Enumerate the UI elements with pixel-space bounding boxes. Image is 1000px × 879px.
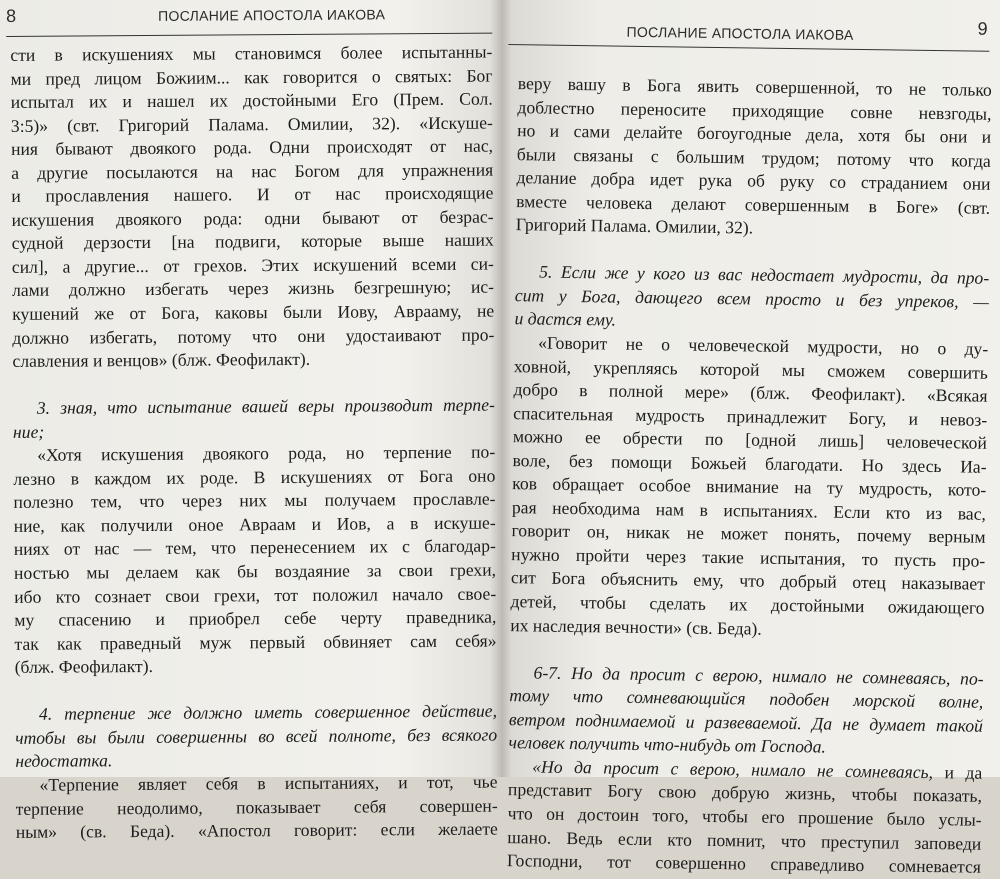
- text-line: доблестно переносите приходящие совне невзгоды,: [517, 96, 992, 124]
- text-line: чтобы вы были совершенны во всей полноте, без всякого: [15, 724, 498, 748]
- text-line: кушений же от Бога, каковы были Иову, Аврааму, не: [12, 300, 495, 324]
- text-line: были связаны с большим трудом; потому что когда: [516, 143, 991, 171]
- text-line: полезно тем, что через них мы получаем прославле-: [13, 488, 496, 513]
- text-line: что он достоин того, чтобы его прошение было услы-: [507, 803, 982, 830]
- left-page-text: [10, 41, 498, 845]
- text-line: лами должно избегать через жизнь безгрешную; ис-: [11, 277, 495, 301]
- text-line: искушения двоякого рода: одни бывают от безрас-: [11, 206, 494, 230]
- text-line: тому что сомневающийся подобен морской волне,: [509, 685, 984, 712]
- text-line: сил], а другие... от грехов. Этих искушений всеми си-: [11, 253, 494, 277]
- text-line: «Говорит не о человеческой мудрости, но о ду-: [538, 332, 989, 359]
- text-line: должно избегать, потому что они удостаивают про-: [12, 324, 495, 348]
- text-line: испытал их и нашел их достойными Его (Прем. Сол.: [10, 88, 493, 113]
- running-title: ПОСЛАНИЕ АПОСТОЛА ИАКОВА: [626, 23, 854, 43]
- text-line: спасительная мудрость принадлежит Богу, и невоз-: [513, 402, 988, 430]
- text-line: славления и венцов» (блж. Феофилакт).: [12, 348, 311, 372]
- text-line: представит Богу свою добрую жизнь, чтобы показать,: [507, 779, 983, 807]
- paragraph-gap: [15, 676, 497, 703]
- text-line: 3:5)» (свт. Григорий Палама. Омилии, 32). «Искуше-: [10, 112, 493, 136]
- text-line: 5. Если же у кого из вас недостает мудрости, да про-: [539, 261, 990, 289]
- text-line: сит у Бога, дающего всем просто и без упреков, —: [514, 285, 989, 312]
- text-line: воле, без помощи Божьей благодати. Но здесь Иа-: [512, 449, 987, 477]
- text-line: 4. терпение же должно иметь совершенное действие,: [38, 700, 498, 725]
- text-line: нужно пройти через такие испытания, то пусть про-: [511, 544, 986, 571]
- text-line: ние;: [12, 421, 45, 442]
- text-line: терпение неодолимо, показывает себя совершен-: [15, 795, 498, 819]
- text-line: человек получить что-нибудь от Господа.: [508, 732, 826, 757]
- text-line: судной дерзости [на подвиги, которые выше наших: [11, 229, 494, 254]
- text-line: (блж. Феофилакт).: [14, 656, 154, 678]
- text-line: детей, чтобы сделать их достойными ожидающего: [510, 591, 985, 618]
- text-line: ибо кто сознает свои грехи, тот положил начало свое-: [14, 583, 497, 607]
- text-line: говорит он, никак не может понять, почему верным: [511, 520, 986, 548]
- text-line: а другие посылаются на нас Богом для упражнения: [11, 159, 494, 183]
- right-page-text: [507, 72, 992, 879]
- text-line: сит Бога объяснить ему, что добрый отец наказывает: [510, 567, 986, 595]
- text-line: добро в полной мере» (блж. Феофилакт). «Всякая: [513, 379, 988, 406]
- text-line: лезно в каждом их роде. В искушениях от Бога оно: [13, 465, 496, 489]
- text-line: му спасению и приобрел себе черту праведника,: [14, 606, 497, 631]
- text-line: веру вашу в Бога явить совершенной, то не только: [517, 73, 992, 100]
- text-line: ветром поднимаемой и развеваемой. Да не думает такой: [508, 708, 984, 736]
- text-line: шано. Ведь если кто помнит, что преступил заповеди: [507, 826, 982, 854]
- page-number: 9: [977, 18, 988, 39]
- text-line: ния бывают двоякого рода. Одни происходят от нас,: [10, 135, 494, 160]
- text-line: 6-7. Но да просит с верою, нимало не сомневаясь, по-: [533, 662, 984, 689]
- text-line: недостатка.: [15, 750, 113, 772]
- text-line: Господни, тот совершенно справедливо сомневается: [506, 850, 982, 877]
- text-line: ным» (св. Беда). «Апостол говорит: если желаете: [15, 818, 498, 842]
- left-page-header: [6, 0, 492, 37]
- right-page: [494, 0, 1000, 877]
- text-line: так как праведный муж первый обвиняет сам себя»: [14, 630, 497, 654]
- right-page-header: [508, 0, 990, 52]
- paragraph-gap: [13, 370, 495, 397]
- text-line: ми пред лицом Божиим... как говорится о святых: Бог: [10, 65, 493, 89]
- text-line: ние, как получили оное Авраам и Иов, а в искуше-: [13, 512, 496, 536]
- text-line: сти в искушениях мы становимся более испытанны-: [10, 41, 493, 65]
- text-line: ков обращает особое внимание на ту мудрость, кото-: [512, 473, 987, 501]
- text-line: 3. зная, что испытание вашей веры производит терпе-: [36, 394, 495, 418]
- text-line: но и сами делайте богоугодные дела, хотя бы они и: [517, 120, 992, 147]
- text-line: делание добра идет рука об руку со страданием они: [516, 167, 991, 194]
- text-line: ховной, укрепляясь которой мы сможем совершить: [513, 355, 988, 383]
- left-page: [0, 0, 501, 842]
- text-line: «Хотя искушения двоякого рода, но терпение по-: [37, 441, 496, 466]
- page-number: 8: [6, 5, 17, 26]
- text-line: и прославления нашего. И от нас происходящие: [11, 182, 494, 207]
- text-line: вместе человека делают совершенным в Боге» (свт.: [516, 190, 991, 218]
- text-line: ностью мы делаем как бы воздаяние за свои грехи,: [13, 559, 497, 583]
- text-line: их наследия вечности» (св. Беда).: [510, 614, 762, 639]
- text-line: Григорий Палама. Омилии, 32).: [515, 214, 754, 238]
- text-line: «Терпение являет себя в испытаниях, и тот, чье: [39, 771, 498, 795]
- running-title: ПОСЛАНИЕ АПОСТОЛА ИАКОВА: [158, 6, 386, 24]
- text-line: рая необходима нам в испытаниях. Если кто из вас,: [511, 496, 987, 524]
- text-line: «Но да просит с верою, нимало не сомневаясь, и да: [532, 756, 983, 783]
- text-line: ниях от нас — тем, что перенесением их с благодар-: [13, 536, 496, 560]
- text-line: и дастся ему.: [514, 308, 617, 331]
- text-line: можно ее обрести по [одной лишь] человеческой: [512, 426, 988, 453]
